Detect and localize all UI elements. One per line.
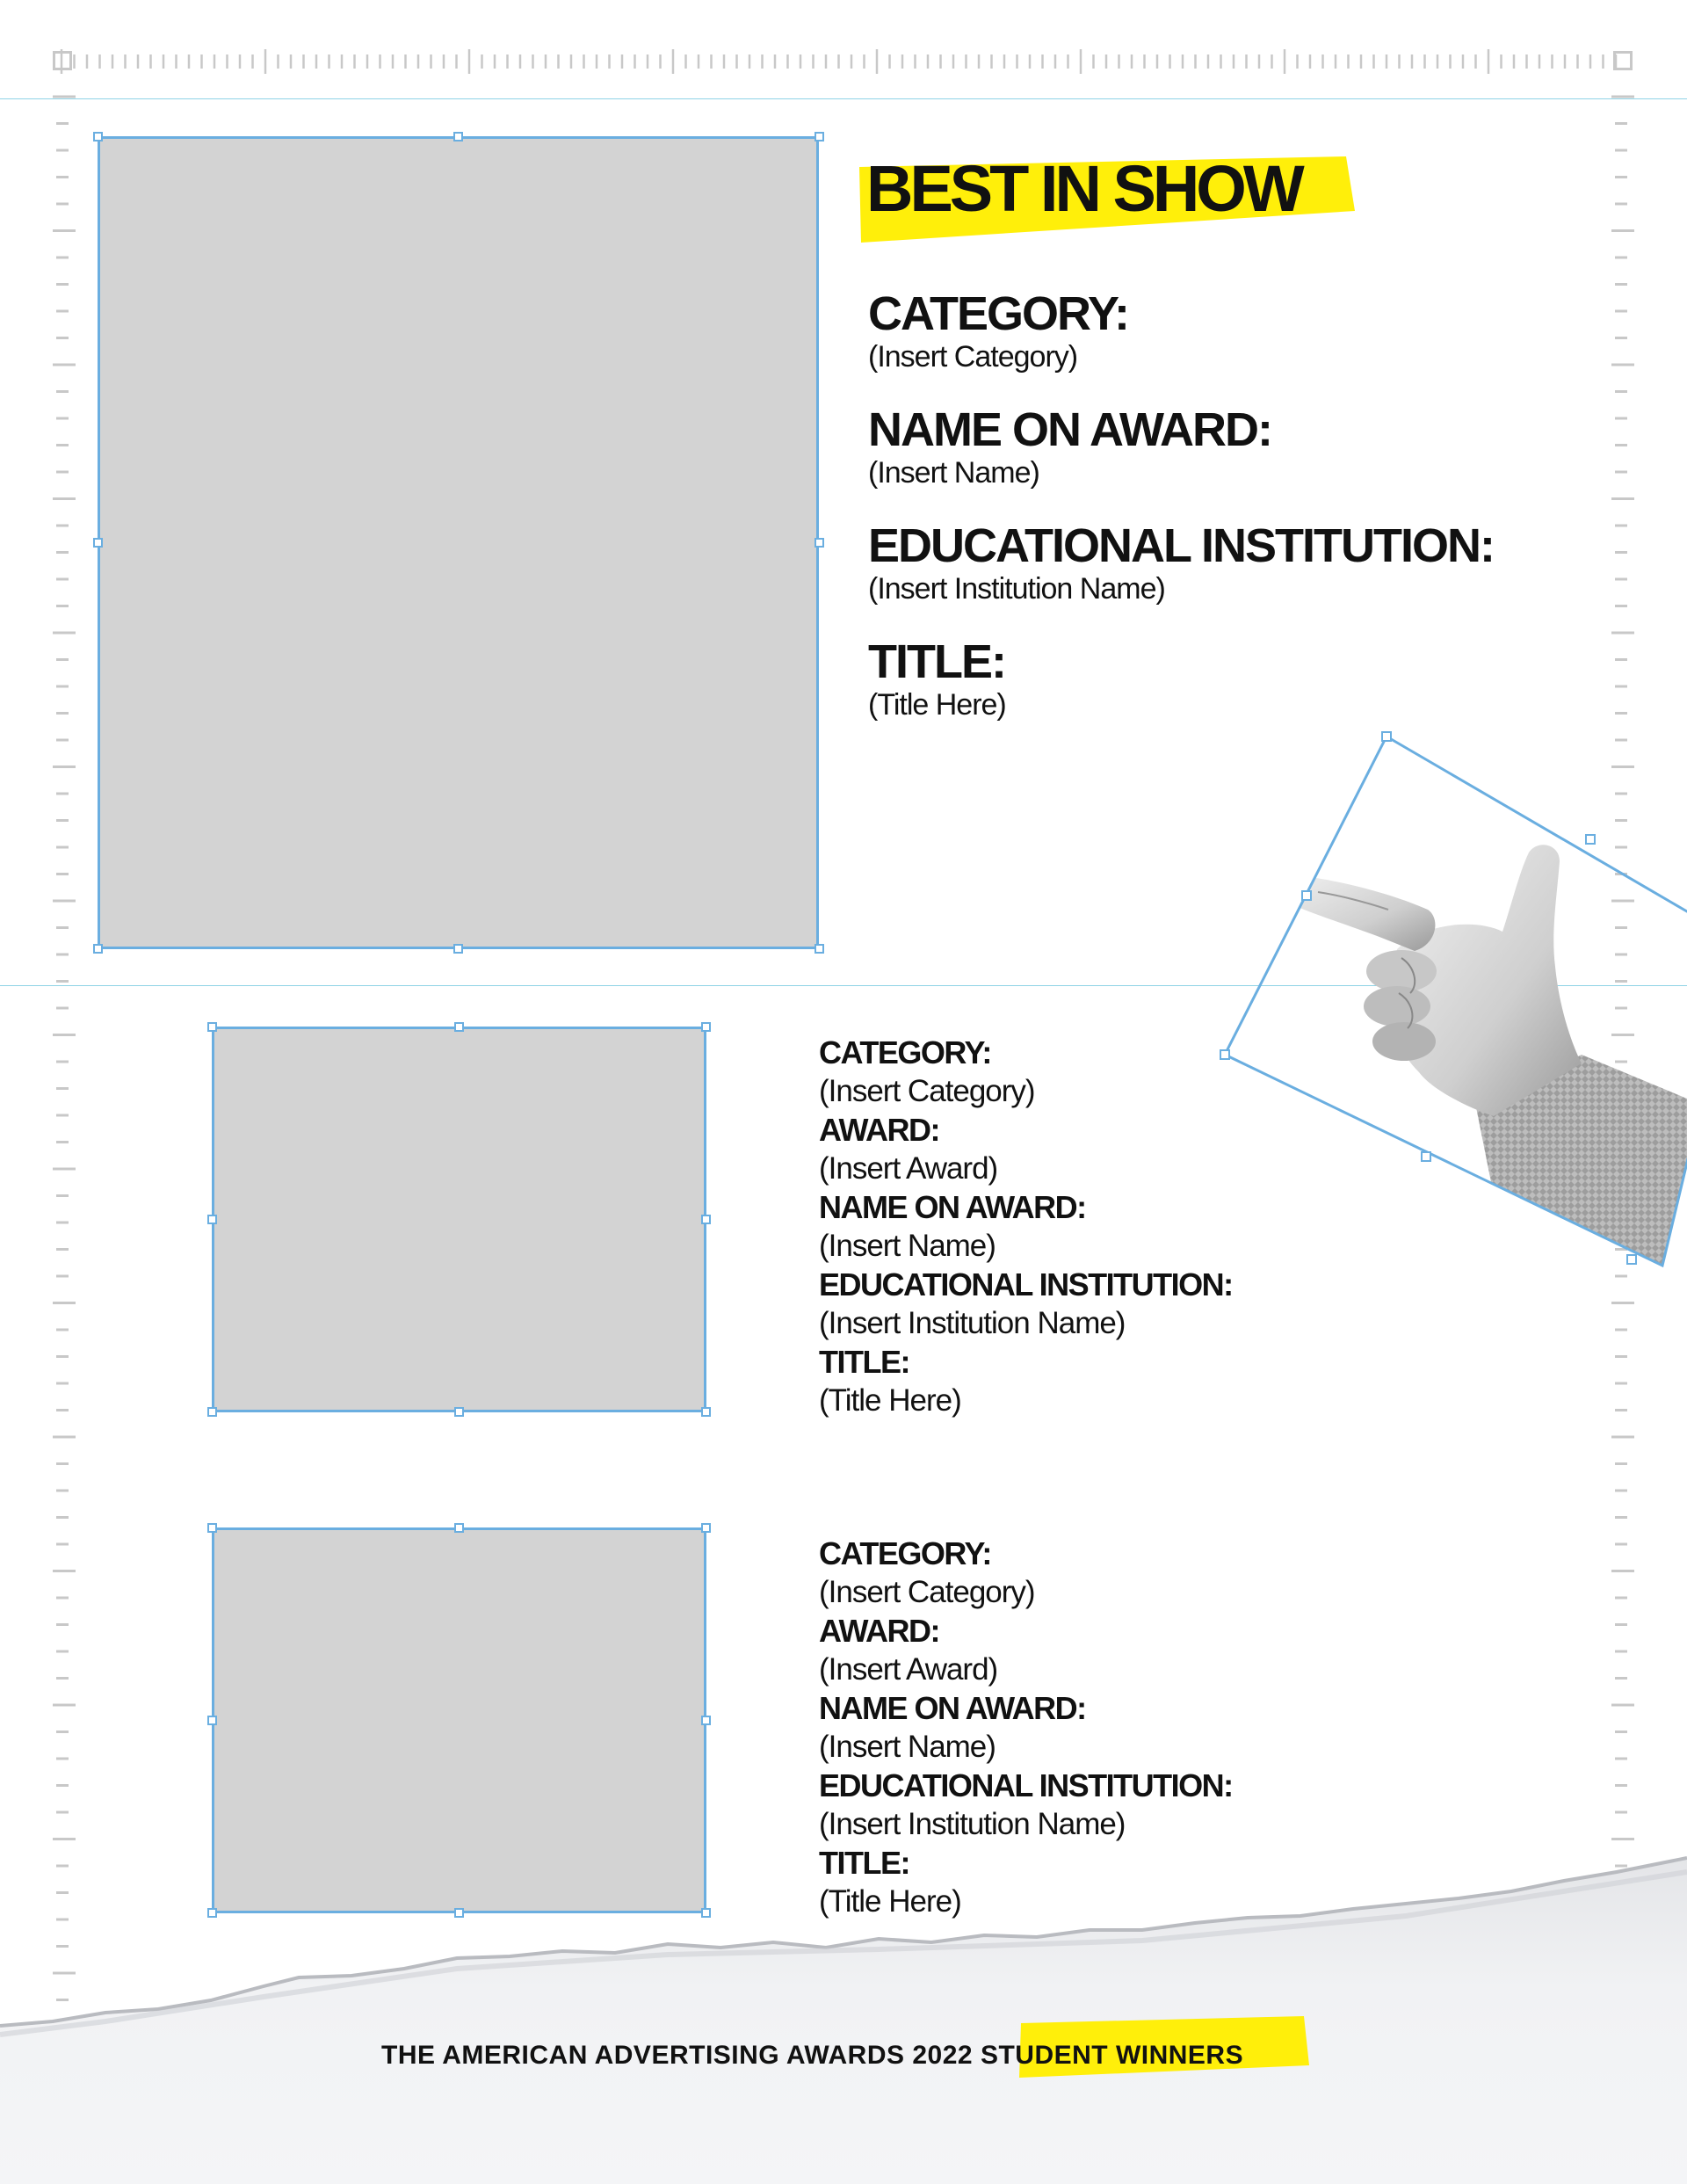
entry-1-institution-value: (Insert Institution Name) [819,1306,1126,1340]
entry-2-title-label: TITLE: [819,1845,909,1881]
corner-marker-top-right [1613,51,1633,70]
frame-handle[interactable] [207,1407,217,1417]
frame-handle[interactable] [815,944,824,954]
footer-caption [381,2041,1243,2071]
entry-1-title-label: TITLE: [819,1344,909,1380]
frame-handle[interactable] [1382,732,1391,741]
frame-handle[interactable] [701,1407,711,1417]
feature-category-value: (Insert Category) [868,340,1078,374]
frame-handle[interactable] [207,1523,217,1533]
frame-handle[interactable] [93,132,103,141]
entry-1-details [819,1034,1434,1420]
frame-handle[interactable] [454,1908,464,1918]
frame-handle[interactable] [207,1022,217,1032]
entry-2-category-value: (Insert Category) [819,1575,1035,1609]
entry-1-category-label: CATEGORY: [819,1034,991,1070]
frame-handle[interactable] [815,538,824,548]
entry-2-name-value: (Insert Name) [819,1730,996,1764]
frame-handle[interactable] [1586,835,1595,844]
best-in-show-image-frame[interactable] [98,136,819,949]
entry-2-name-label: NAME ON AWARD: [819,1690,1086,1726]
entry-2-institution-label: EDUCATIONAL INSTITUTION: [819,1767,1233,1803]
entry-1-category-value: (Insert Category) [819,1074,1035,1108]
footer-highlight-text: STUDENT WINNERS [980,2041,1244,2070]
frame-handle[interactable] [93,538,103,548]
frame-handle[interactable] [1627,1255,1636,1264]
entry-1-image-frame[interactable] [212,1027,706,1412]
feature-name-value: (Insert Name) [868,456,1039,490]
guide-line-top [0,98,1687,99]
entry-2-image-frame[interactable] [212,1527,706,1913]
entry-1-award-value: (Insert Award) [819,1151,998,1186]
corner-marker-top-left [53,51,72,70]
ruler-top [48,44,1639,79]
frame-handle[interactable] [207,1716,217,1725]
entry-2-category-label: CATEGORY: [819,1535,991,1571]
frame-handle[interactable] [701,1908,711,1918]
frame-handle[interactable] [815,132,824,141]
frame-handle[interactable] [453,132,463,141]
frame-handle[interactable] [207,1908,217,1918]
entry-2-institution-value: (Insert Institution Name) [819,1807,1126,1841]
feature-name-label: NAME ON AWARD: [868,403,1271,456]
frame-handle[interactable] [454,1022,464,1032]
frame-handle[interactable] [207,1215,217,1224]
footer-main-text: THE AMERICAN ADVERTISING AWARDS 2022 [381,2041,981,2070]
frame-handle[interactable] [701,1716,711,1725]
entry-2-award-label: AWARD: [819,1613,939,1649]
entry-1-institution-label: EDUCATIONAL INSTITUTION: [819,1266,1233,1302]
entry-1-name-label: NAME ON AWARD: [819,1189,1086,1225]
frame-handle[interactable] [701,1022,711,1032]
feature-institution-label: EDUCATIONAL INSTITUTION: [868,519,1494,572]
frame-handle[interactable] [701,1215,711,1224]
feature-title-label: TITLE: [868,635,1005,688]
entry-1-title-value: (Title Here) [819,1383,961,1418]
frame-handle[interactable] [454,1523,464,1533]
entry-2-details [819,1535,1434,1921]
entry-2-award-value: (Insert Award) [819,1652,998,1687]
feature-category-label: CATEGORY: [868,287,1128,340]
frame-handle[interactable] [454,1407,464,1417]
feature-title-value: (Title Here) [868,688,1006,722]
entry-2-title-value: (Title Here) [819,1884,961,1919]
feature-institution-value: (Insert Institution Name) [868,572,1165,606]
entry-1-award-label: AWARD: [819,1112,939,1148]
frame-handle[interactable] [453,944,463,954]
ruler-left [51,88,77,2092]
frame-handle[interactable] [701,1523,711,1533]
frame-handle[interactable] [93,944,103,954]
entry-1-name-value: (Insert Name) [819,1229,996,1263]
best-in-show-heading: BEST IN SHOW [866,152,1301,225]
frame-handle[interactable] [1302,891,1311,900]
